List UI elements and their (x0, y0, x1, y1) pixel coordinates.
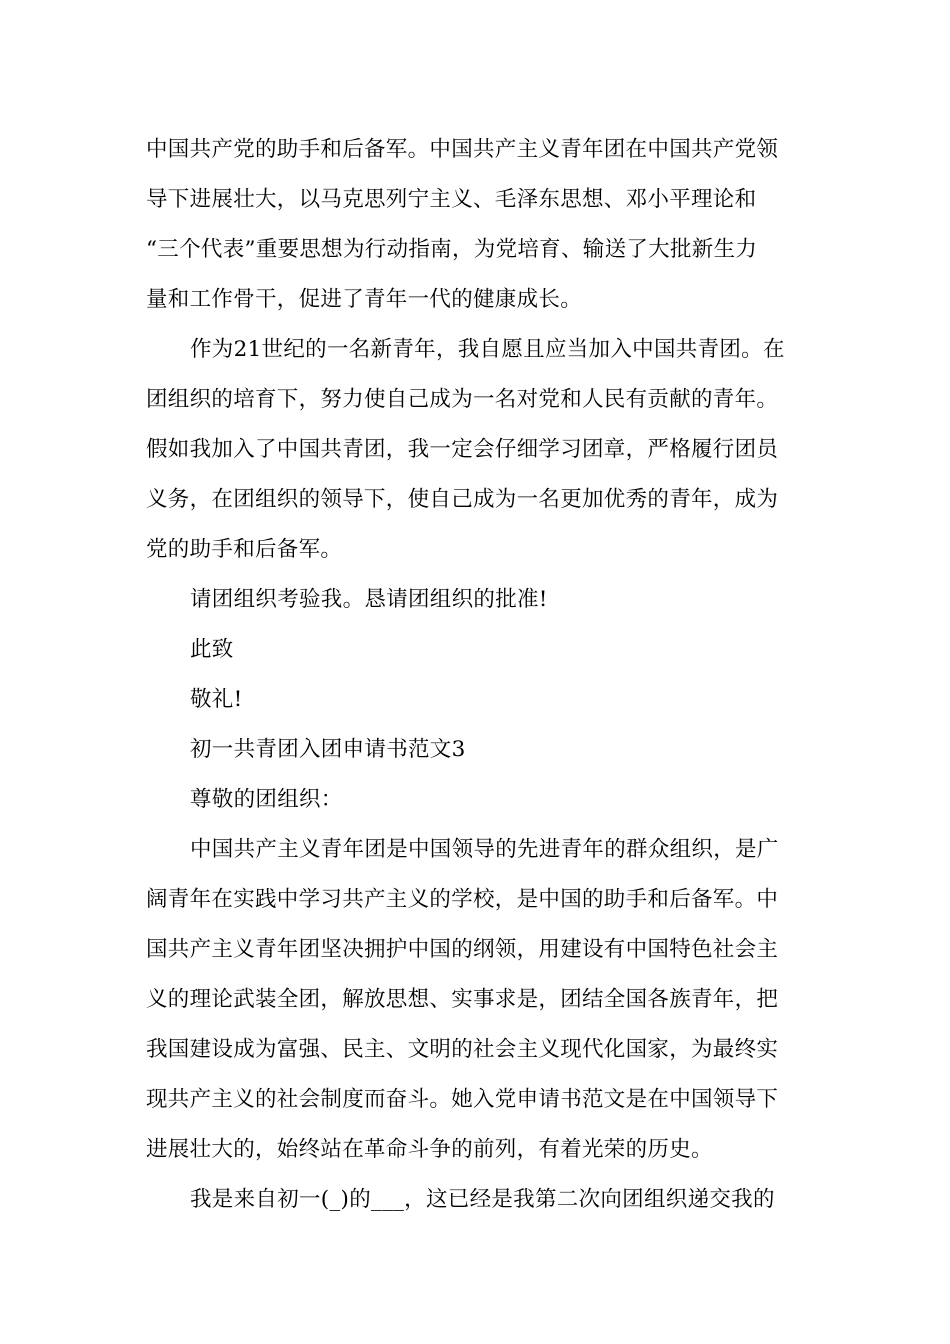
greeting: 尊敬的团组织： (190, 787, 343, 812)
paragraph-line: 团组织的培育下，努力使自己成为一名对党和人民有贡献的青年。 (146, 387, 779, 412)
paragraph-line: 量和工作骨干，促进了青年一代的健康成长。 (146, 287, 583, 312)
paragraph-line: 进展壮大的，始终站在革命斗争的前列，有着光荣的历史。 (146, 1137, 713, 1162)
paragraph-line: 中国共产党的助手和后备军。中国共产主义青年团在中国共产党领 (146, 137, 779, 162)
paragraph-line: “三个代表”重要思想为行动指南，为党培育、输送了大批新生力 (146, 237, 758, 262)
paragraph-line: 导下进展壮大，以马克思列宁主义、毛泽东思想、邓小平理论和 (146, 187, 757, 212)
paragraph-line: 现共产主义的社会制度而奋斗。她入党申请书范文是在中国领导下 (146, 1087, 779, 1112)
paragraph-line: 我国建设成为富强、民主、文明的社会主义现代化国家，为最终实 (146, 1037, 779, 1062)
salutation-jingli: 敬礼! (190, 687, 243, 712)
paragraph-line: 义的理论武装全团，解放思想、实事求是，团结全国各族青年，把 (146, 987, 779, 1012)
paragraph-line: 义务，在团组织的领导下，使自己成为一名更加优秀的青年，成为 (146, 487, 779, 512)
paragraph-line: 我是来自初一(_)的___，这已经是我第二次向团组织递交我的 (190, 1187, 775, 1212)
paragraph-line: 中国共产主义青年团是中国领导的先进青年的群众组织，是广 (190, 837, 779, 862)
paragraph-line: 假如我加入了中国共青团，我一定会仔细学习团章，严格履行团员 (146, 437, 779, 462)
salutation-cizhi: 此致 (190, 637, 234, 662)
paragraph-line: 党的助手和后备军。 (146, 537, 343, 562)
section-title: 初一共青团入团申请书范文3 (190, 737, 466, 762)
paragraph-line: 作为21世纪的一名新青年，我自愿且应当加入中国共青团。在 (190, 337, 785, 362)
paragraph-line: 国共产主义青年团坚决拥护中国的纲领，用建设有中国特色社会主 (146, 937, 779, 962)
paragraph-line: 阔青年在实践中学习共产主义的学校，是中国的助手和后备军。中 (146, 887, 779, 912)
closing-request: 请团组织考验我。恳请团组织的批准! (190, 587, 548, 612)
